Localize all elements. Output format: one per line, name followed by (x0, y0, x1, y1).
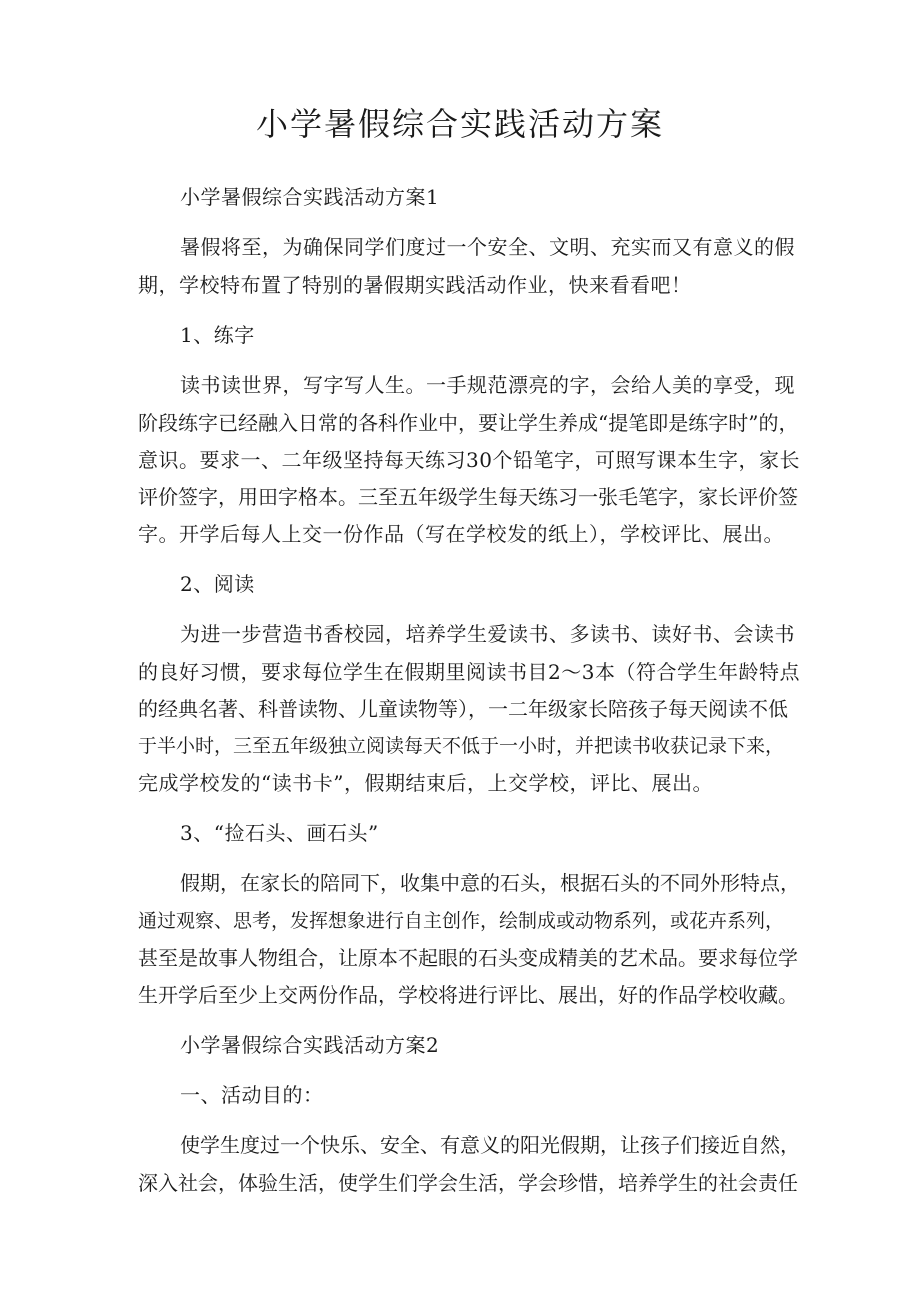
item3-line: 通过观察、思考，发挥想象进行自主创作，绘制成或动物系列，或花卉系列， (138, 910, 785, 932)
item3-line: 假期，在家长的陪同下，收集中意的石头，根据石头的不同外形特点， (180, 871, 800, 895)
section2-title: 小学暑假综合实践活动方案2 (180, 1033, 440, 1057)
item2-heading: 2、阅读 (180, 572, 255, 596)
item2-line: 为进一步营造书香校园，培养学生爱读书、多读书、读好书、会读书 (180, 622, 795, 646)
item1-line: 阶段练字已经融入日常的各科作业中，要让学生养成“提笔即是练字时”的， (138, 411, 799, 435)
item2-line: 的良好习惯，要求每位学生在假期里阅读书目2～3本（符合学生年龄特点 (138, 660, 800, 684)
section1-title: 小学暑假综合实践活动方案1 (180, 185, 440, 209)
section2-line: 使学生度过一个快乐、安全、有意义的阳光假期，让孩子们接近自然， (180, 1133, 800, 1157)
item1-line: 字。开学后每人上交一份作品（写在学校发的纸上），学校评比、展出。 (138, 522, 784, 546)
item2-line: 完成学校发的“读书卡”，假期结束后，上交学校，评比、展出。 (138, 771, 713, 795)
section2-heading: 一、活动目的： (180, 1083, 324, 1107)
item1-line: 意识。要求一、二年级坚持每天练习30个铅笔字，可照写课本生字，家长 (138, 448, 800, 472)
intro-line: 暑假将至，为确保同学们度过一个安全、文明、充实而又有意义的假 (180, 235, 795, 259)
item1-line: 评价签字，用田字格本。三至五年级学生每天练习一张毛笔字，家长评价签 (138, 485, 798, 509)
document-title: 小学暑假综合实践活动方案 (255, 105, 664, 143)
item3-heading: 3、“捡石头、画石头” (180, 821, 379, 845)
item2-line: 的经典名著、科普读物、儿童读物等），一二年级家长陪孩子每天阅读不低 (138, 697, 788, 721)
item3-line: 甚至是故事人物组合，让原本不起眼的石头变成精美的艺术品。要求每位学 (138, 946, 798, 970)
item3-line: 生开学后至少上交两份作品，学校将进行评比、展出，好的作品学校收藏。 (138, 983, 798, 1007)
section2-line: 深入社会，体验生活，使学生们学会生活，学会珍惜，培养学生的社会责任 (138, 1171, 798, 1195)
item1-line: 读书读世界，写字写人生。一手规范漂亮的字，会给人美的享受，现 (180, 373, 795, 397)
intro-line: 期，学校特布置了特别的暑假期实践活动作业，快来看看吧！ (138, 273, 692, 297)
item1-heading: 1、练字 (180, 323, 255, 347)
item2-line: 于半小时，三至五年级独立阅读每天不低于一小时，并把读书收获记录下来， (138, 735, 785, 757)
